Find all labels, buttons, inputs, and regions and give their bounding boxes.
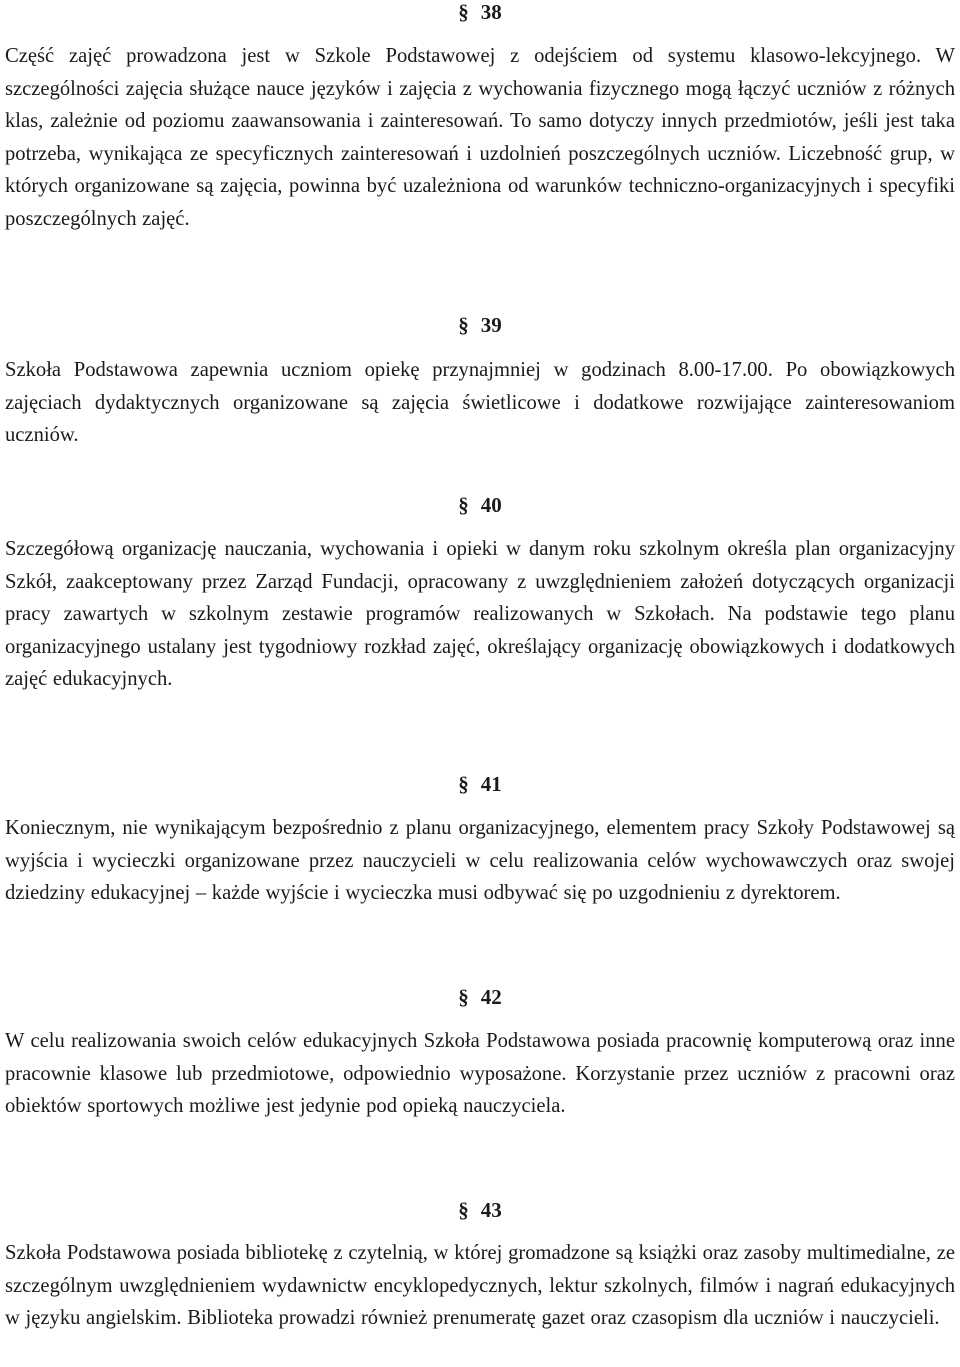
section-heading-42 (0, 983, 960, 1011)
section-paragraph-39: Szkoła Podstawowa zapewnia uczniom opiekę przynajmniej w godzinach 8.00-17.00. Po obowiązkowych zajęciach dydaktycznych organizowane są zajęcia świetlicowe i dodatkowe rozwijające zainteresowaniom uczniów. (5, 359, 955, 447)
section-symbol: § (458, 313, 469, 337)
section-paragraph-41: Koniecznym, nie wynikającym bezpośrednio z planu organizacyjnego, elementem pracy Szkoły Podstawowej są wyjścia i wycieczki organizowane przez nauczycieli w celu realizowania celów wychowawczych oraz swojej dziedziny edukacyjnej – każde wyjście i wycieczka musi odbywać się po uzgodnieniu z dyrektorem. (5, 817, 955, 905)
section-heading-43 (0, 1196, 960, 1224)
section-symbol: § (458, 0, 469, 24)
section-number: 42 (480, 985, 502, 1009)
section-heading-39 (0, 311, 960, 339)
section-heading-38 (0, 0, 960, 26)
section-paragraph-40: Szczegółową organizację nauczania, wychowania i opieki w danym roku szkolnym określa plan organizacyjny Szkół, zaakceptowany przez Zarząd Fundacji, opracowany z uwzględnieniem założeń dotyczących organizacji pracy zawartych w szkolnym zestawie programów realizowanych w Szkołach. Na podstawie tego planu organizacyjnego ustalany jest tygodniowy rozkład zajęć, określający organizację obowiązkowych i dodatkowych zajęć edukacyjnych. (5, 538, 955, 691)
section-symbol: § (458, 772, 469, 796)
section-heading-40 (0, 491, 960, 519)
section-paragraph-38: Część zajęć prowadzona jest w Szkole Podstawowej z odejściem od systemu klasowo-lekcyjnego. W szczególności zajęcia służące nauce języków i zajęcia z wychowania fizycznego mogą łączyć uczniów z różnych klas, zależnie od poziomu zaawansowania i zainteresowań. To samo dotyczy innych przedmiotów, jeśli jest taka potrzeba, wynikająca ze specyficznych zainteresowań i uzdolnień poszczególnych uczniów. Liczebność grup, w których organizowane są zajęcia, powinna być uzależniona od warunków techniczno-organizacyjnych i specyfiki poszczególnych zajęć. (5, 45, 955, 230)
section-symbol: § (458, 1198, 469, 1222)
section-paragraph-42: W celu realizowania swoich celów edukacyjnych Szkoła Podstawowa posiada pracownię komputerową oraz inne pracownie klasowe lub przedmiotowe, odpowiednio wyposażone. Korzystanie przez uczniów z pracowni oraz obiektów sportowych możliwe jest jedynie pod opieką nauczyciela. (5, 1030, 955, 1118)
section-number: 40 (480, 493, 502, 517)
section-symbol: § (458, 493, 469, 517)
section-number: 39 (480, 313, 502, 337)
section-paragraph-43: Szkoła Podstawowa posiada bibliotekę z czytelnią, w której gromadzone są książki oraz zasoby multimedialne, ze szczególnym uwzględnieniem wydawnictw encyklopedycznych, lektur szkolnych, filmów i nagrań edukacyjnych w języku angielskim. Biblioteka prowadzi również prenumeratę gazet oraz czasopism dla uczniów i nauczycieli. (5, 1242, 955, 1330)
section-heading-41 (0, 770, 960, 798)
section-symbol: § (458, 985, 469, 1009)
section-number: 43 (480, 1198, 502, 1222)
section-number: 41 (480, 772, 502, 796)
section-number: 38 (480, 0, 502, 24)
